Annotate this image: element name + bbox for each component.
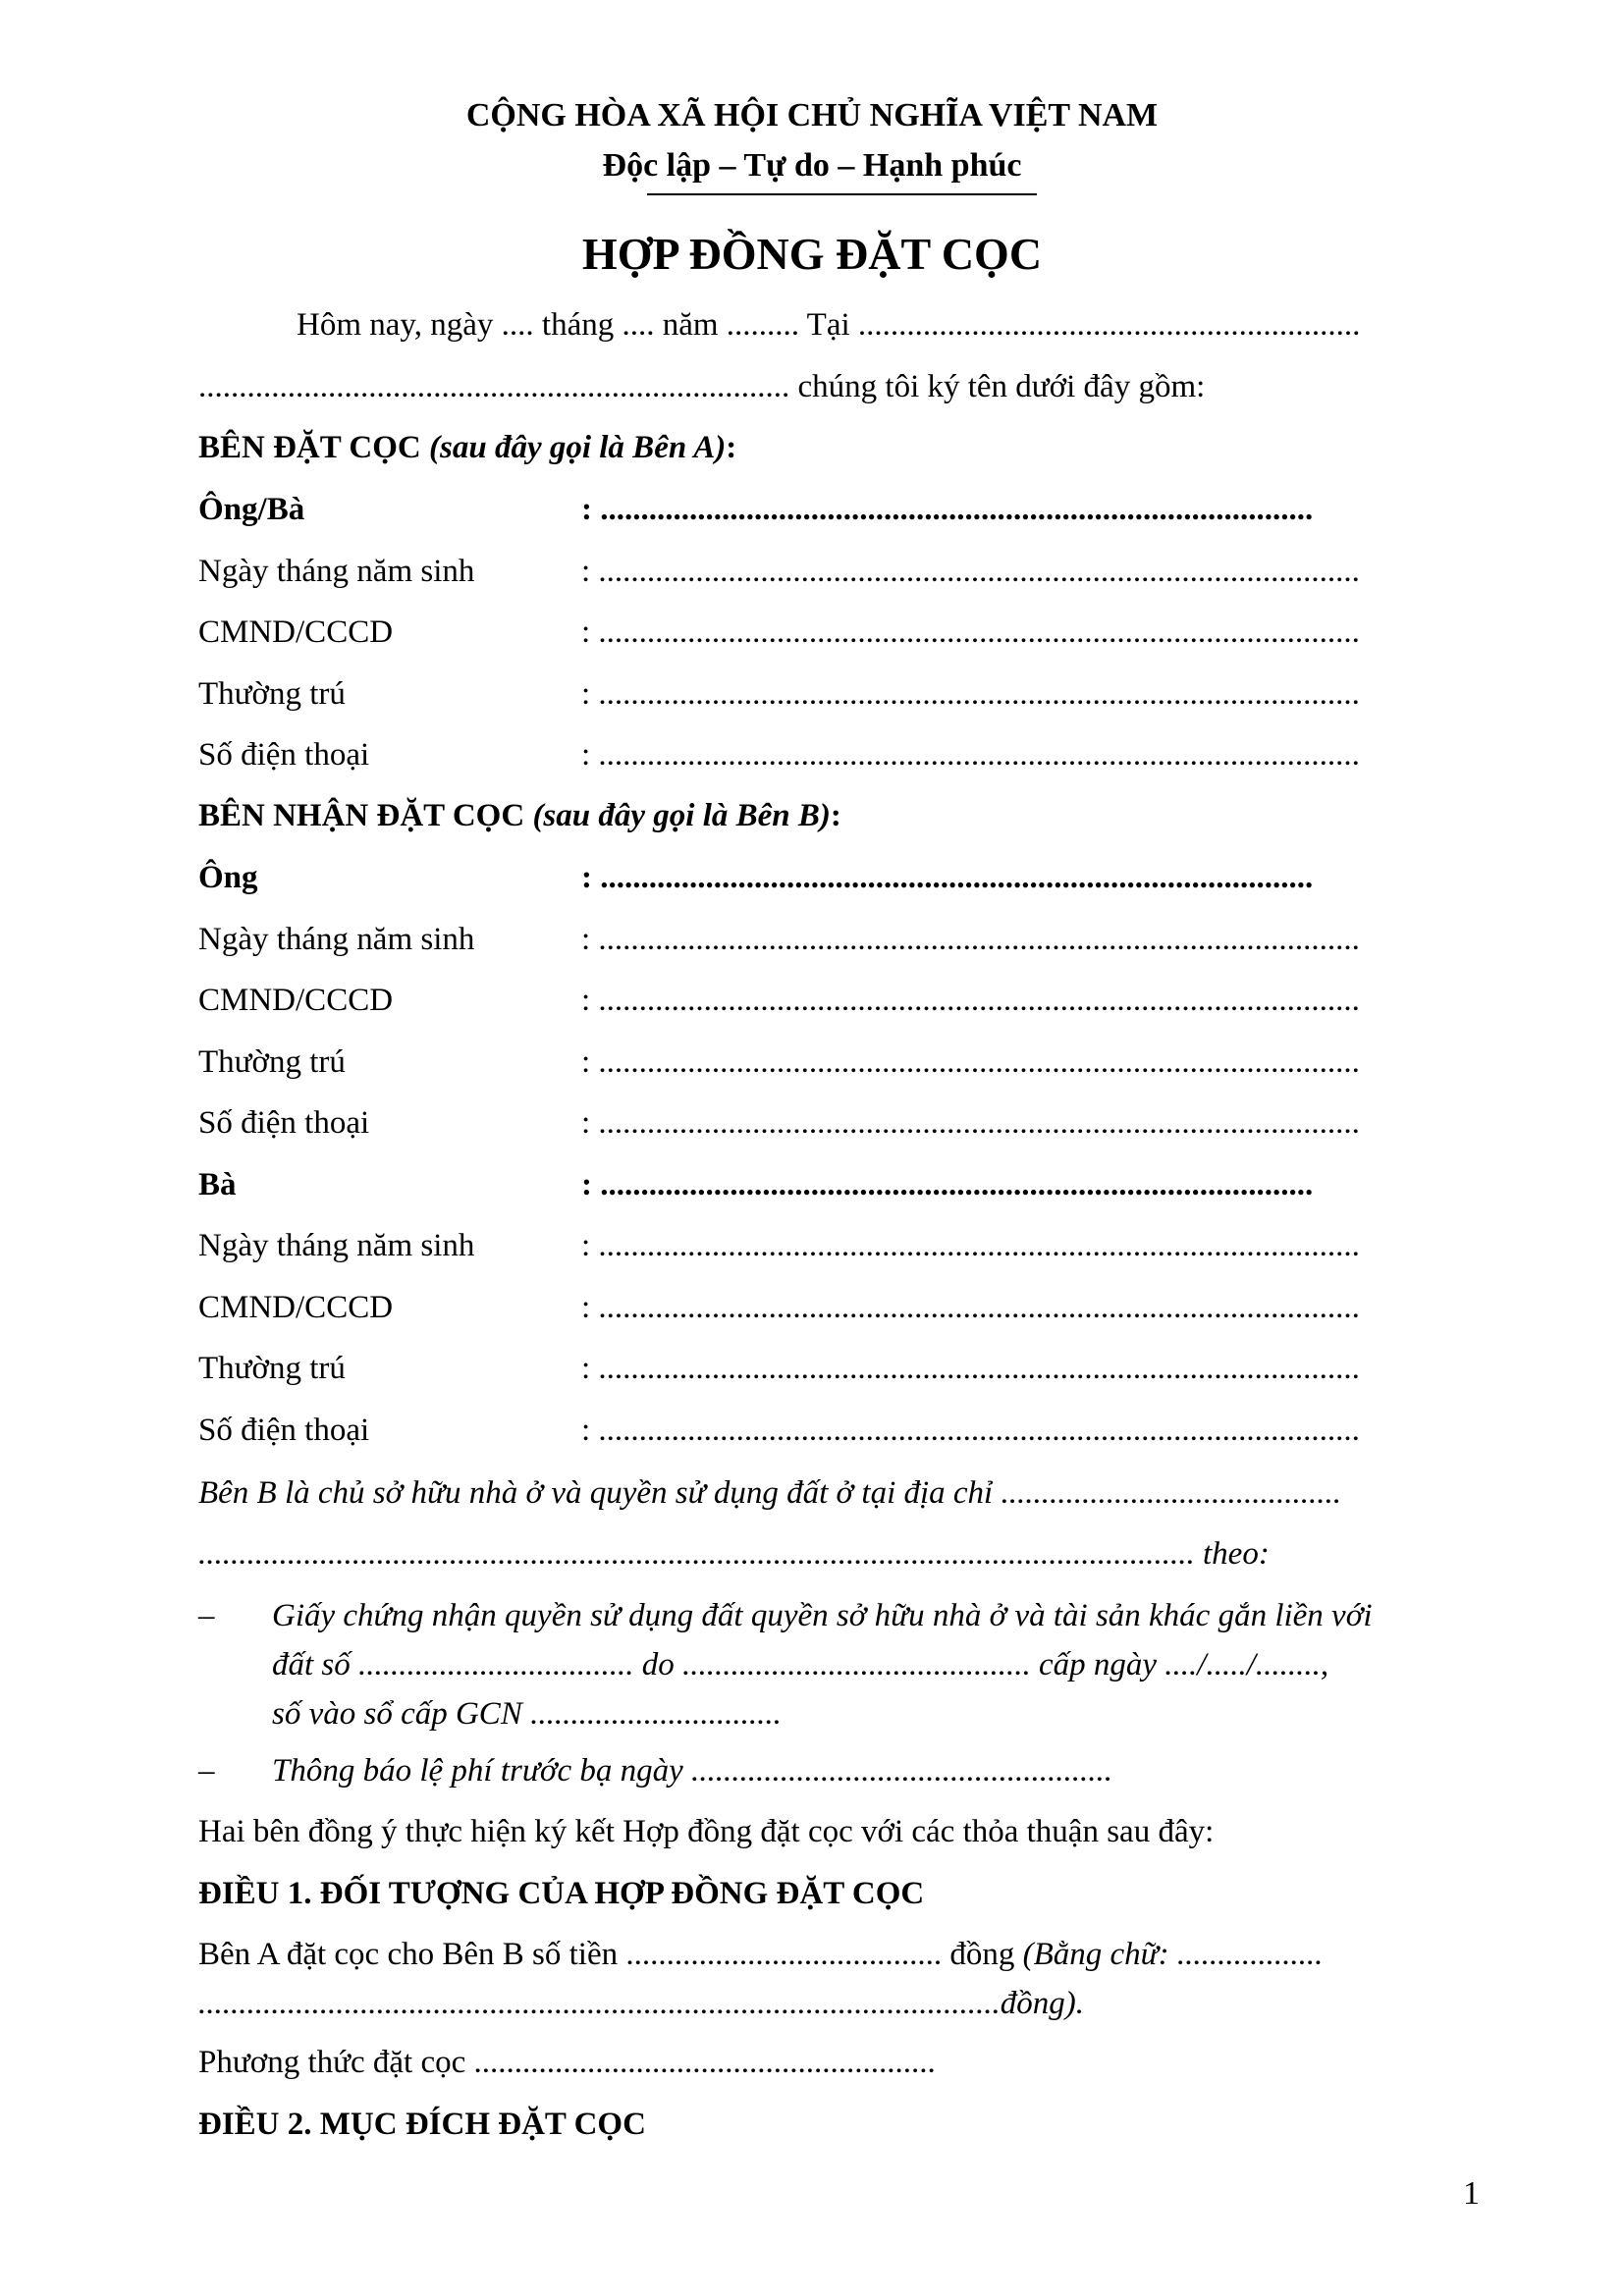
form-field-row xyxy=(198,862,1475,901)
form-field-row xyxy=(198,1230,1475,1269)
bullet-2-marker: – xyxy=(198,1753,215,1789)
party-a-heading-note: (sau đây gọi là Bên A) xyxy=(420,430,727,465)
article-1-heading: ĐIỀU 1. ĐỐI TƯỢNG CỦA HỢP ĐỒNG ĐẶT CỌC xyxy=(198,1876,925,1911)
field-label: Ông xyxy=(198,860,258,895)
field-value-blank[interactable]: : .............................................................................................. xyxy=(581,1230,1360,1262)
field-label: Ngày tháng năm sinh xyxy=(198,553,475,589)
party-b-heading-colon: : xyxy=(830,798,841,833)
field-label: Số điện thoại xyxy=(198,1105,370,1141)
form-field-row xyxy=(198,1289,1475,1331)
field-value-blank[interactable]: : ........................................................................................ xyxy=(581,862,1314,894)
field-value-blank[interactable]: : ........................................................................................ xyxy=(581,1168,1314,1201)
field-value-blank[interactable]: : ........................................................................................ xyxy=(581,494,1314,526)
form-field-row xyxy=(198,985,1475,1024)
party-a-heading-colon: : xyxy=(726,430,737,465)
field-label: Bà xyxy=(198,1166,237,1202)
field-label: Thường trú xyxy=(198,675,346,712)
article-1-amount-line-2: ...................................................................................................đồng). xyxy=(198,1986,1084,2021)
motto-underline xyxy=(647,193,1037,195)
form-field-row xyxy=(198,1166,1475,1208)
form-field-row xyxy=(198,1412,1475,1454)
form-field-row xyxy=(198,1353,1475,1392)
article-1-amount-line-1 xyxy=(198,1939,1323,1971)
form-field-row xyxy=(198,1043,1475,1086)
intro-line-2-text: chúng tôi ký tên dưới đây gồm: xyxy=(789,369,1206,404)
party-b-heading-title: BÊN NHẬN ĐẶT CỌC xyxy=(198,798,525,833)
intro-line-2 xyxy=(198,371,1205,403)
field-label: CMND/CCCD xyxy=(198,614,394,650)
party-b-heading-note: (sau đây gọi là Bên B) xyxy=(524,798,831,833)
field-value-blank[interactable]: : .............................................................................................. xyxy=(581,1045,1360,1079)
bullet-1-line-3: số vào sổ cấp GCN ............................... xyxy=(272,1696,782,1732)
field-label: Thường trú xyxy=(198,1351,346,1386)
form-field-row xyxy=(198,921,1475,963)
field-label: Ông/Bà xyxy=(198,492,305,527)
intro-line-2-dots: ......................................................................... xyxy=(198,369,790,404)
party-b-heading xyxy=(198,800,841,832)
field-label: CMND/CCCD xyxy=(198,1289,394,1325)
property-line-1: Bên B là chủ sở hữu nhà ở và quyền sử dụng đất ở tại địa chỉ .......................................... xyxy=(198,1475,1341,1511)
form-field-row xyxy=(198,616,1475,656)
field-value-blank[interactable]: : .............................................................................................. xyxy=(581,1291,1360,1324)
property-line-2 xyxy=(198,1538,1270,1571)
form-field-row xyxy=(198,675,1475,718)
field-label: Thường trú xyxy=(198,1043,346,1080)
field-value-blank[interactable]: : .............................................................................................. xyxy=(581,1414,1360,1447)
agreement-text: Hai bên đồng ý thực hiện ký kết Hợp đồng đặt cọc với các thỏa thuận sau đây: xyxy=(198,1814,1215,1849)
article-1-amount-words: (Bằng chữ: .................. xyxy=(1022,1937,1324,1972)
field-value-blank[interactable]: : .............................................................................................. xyxy=(581,923,1360,956)
property-line-2-text: theo: xyxy=(1194,1536,1270,1572)
form-field-row xyxy=(198,553,1475,595)
motto: Độc lập – Tự do – Hạnh phúc xyxy=(602,147,1022,184)
field-label: CMND/CCCD xyxy=(198,983,394,1018)
article-2-heading: ĐIỀU 2. MỤC ĐÍCH ĐẶT CỌC xyxy=(198,2107,646,2142)
field-value-blank[interactable]: : .............................................................................................. xyxy=(581,739,1360,772)
field-value-blank[interactable]: : .............................................................................................. xyxy=(581,555,1360,588)
field-value-blank[interactable]: : .............................................................................................. xyxy=(581,985,1360,1017)
article-1-method: Phương thức đặt cọc ......................................................... xyxy=(198,2045,936,2080)
field-value-blank[interactable]: : .............................................................................................. xyxy=(581,677,1360,711)
field-value-blank[interactable]: : .............................................................................................. xyxy=(581,616,1360,649)
party-a-heading-title: BÊN ĐẶT CỌC xyxy=(198,430,421,465)
field-label: Ngày tháng năm sinh xyxy=(198,1228,475,1263)
bullet-2-text: Thông báo lệ phí trước bạ ngày .................................................... xyxy=(272,1753,1113,1789)
property-line-2-dots: ........................................................................................................................... xyxy=(198,1536,1195,1572)
form-field-row xyxy=(198,739,1475,778)
field-label: Ngày tháng năm sinh xyxy=(198,921,475,957)
field-value-blank[interactable]: : .............................................................................................. xyxy=(581,1107,1360,1140)
bullet-1-line-2: đất số .................................. do ........................................... cấp ngày ..../...../........, xyxy=(272,1647,1329,1682)
bullet-1-line-1: Giấy chứng nhận quyền sử dụng đất quyền sở hữu nhà ở và tài sản khác gắn liền với xyxy=(272,1598,1373,1633)
article-1-amount-text: Bên A đặt cọc cho Bên B số tiền ....................................... đồng xyxy=(198,1937,1023,1972)
national-title: CỘNG HÒA XÃ HỘI CHỦ NGHĨA VIỆT NAM xyxy=(465,97,1159,133)
field-value-blank[interactable]: : .............................................................................................. xyxy=(581,1353,1360,1385)
intro-line-1: Hôm nay, ngày .... tháng .... năm ......... Tại .............................................................. xyxy=(297,307,1361,343)
bullet-1-marker: – xyxy=(198,1598,215,1633)
form-field-row xyxy=(198,1107,1475,1147)
party-a-heading xyxy=(198,432,736,464)
form-field-row xyxy=(198,494,1475,533)
field-label: Số điện thoại xyxy=(198,1412,370,1448)
field-label: Số điện thoại xyxy=(198,737,370,773)
contract-title: HỢP ĐỒNG ĐẶT CỌC xyxy=(581,229,1043,279)
page-number: 1 xyxy=(1463,2175,1480,2212)
